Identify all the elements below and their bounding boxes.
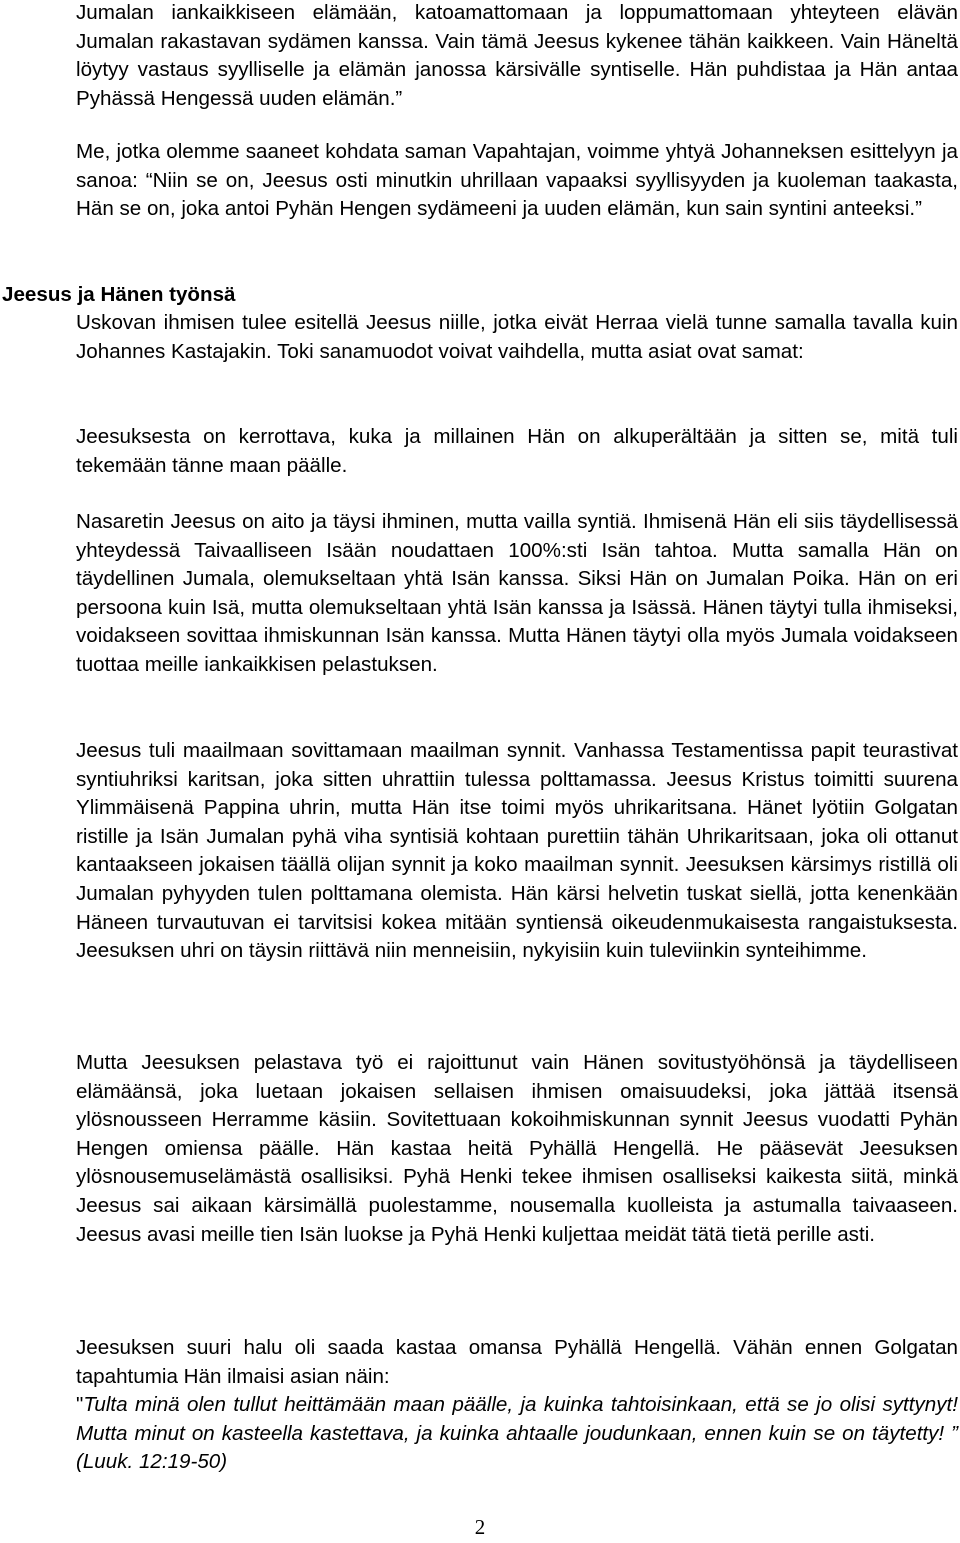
- paragraph-2: Me, jotka olemme saaneet kohdata saman Vapahtajan, voimme yhtyä Johanneksen esittelyyn ja sanoa: “Niin se on, Jeesus osti minutkin uhrillaan vapaaksi syyllisyyden ja kuoleman taakasta, Hän se on, joka antoi Pyhän Hengen sydämeeni ja uuden elämän, kun sain syntini anteeksi.”: [76, 140, 958, 221]
- quote-text: Tulta minä olen tullut heittämään maan päälle, ja kuinka tahtoisinkaan, että se jo olisi syttynyt! Mutta minut on kasteella kastettava, ja kuinka ahtaalle joudunkaan, ennen kuin se on täytetty! ” (Luuk. 12:19-50): [76, 1393, 958, 1474]
- paragraph-4: Jeesuksesta on kerrottava, kuka ja millainen Hän on alkuperältään ja sitten se, mitä tuli tekemään tänne maan päälle.: [76, 425, 958, 477]
- page-number: 2: [474, 1515, 486, 1539]
- paragraph-5: Nasaretin Jeesus on aito ja täysi ihminen, mutta vailla syntiä. Ihmisenä Hän eli siis täydellisessä yhteydessä Taivaalliseen Isään noudattaen 100%:sti Isän tahtoa. Mutta samalla Hän on täydellinen Jumala, olemukseltaan yhtä Isän kanssa. Siksi Hän on Jumalan Poika. Hän on eri persoona kuin Isä, mutta olemukseltaan yhtä Isän kanssa ja Isässä. Hänen täytyi tulla ihmiseksi, voidakseen sovittaa ihmiskunnan Isän kanssa. Mutta Hänen täytyi olla myös Jumala voidakseen tuottaa meille iankaikkisen pelastuksen.: [76, 510, 958, 676]
- quote-mark: ": [76, 1393, 84, 1416]
- section-heading: Jeesus ja Hänen työnsä: [2, 283, 236, 306]
- paragraph-1: Jumalan iankaikkiseen elämään, katoamattomaan ja loppumattomaan yhteyteen elävän Jumalan rakastavan sydämen kanssa. Vain tämä Jeesus kykenee tähän kaikkeen. Vain Häneltä löytyy vastaus syylliselle ja elämän janossa kärsivälle syntiselle. Hän puhdistaa ja Hän antaa Pyhässä Hengessä uuden elämän.”: [76, 1, 958, 110]
- bible-quote: [76, 1391, 958, 1477]
- paragraph-7: Mutta Jeesuksen pelastava työ ei rajoittunut vain Hänen sovitustyöhönsä ja täydelliseen elämäänsä, joka luetaan jokaisen sellaisen ihmisen omaisuudeksi, joka jättää itsensä ylösnousseen Herramme käsiin. Sovitettuaan kokoihmiskunnan synnit Jeesus vuodatti Pyhän Hengen omiensa päälle. Hän kastaa heitä Pyhällä Hengellä. He pääsevät Jeesuksen ylösnousemuselämästä osallisiksi. Pyhä Henki tekee ihmisen osalliseksi kaikesta siitä, minkä Jeesus sai aikaan kärsimällä puolestamme, nousemalla kuolleista ja astumalla taivaaseen. Jeesus avasi meille tien Isän luokse ja Pyhä Henki kuljettaa meidät tätä tietä perille asti.: [76, 1051, 958, 1246]
- paragraph-8: Jeesuksen suuri halu oli saada kastaa omansa Pyhällä Hengellä. Vähän ennen Golgatan tapahtumia Hän ilmaisi asian näin:: [76, 1336, 958, 1388]
- paragraph-3: Uskovan ihmisen tulee esitellä Jeesus niille, jotka eivät Herraa vielä tunne samalla tavalla kuin Johannes Kastajakin. Toki sanamuodot voivat vaihdella, mutta asiat ovat samat:: [76, 311, 958, 363]
- paragraph-6: Jeesus tuli maailmaan sovittamaan maailman synnit. Vanhassa Testamentissa papit teurastivat syntiuhriksi karitsan, joka sitten uhrattiin tulessa polttamassa. Jeesus Kristus toimitti suurena Ylimmäisenä Pappina uhrin, mutta Hän itse toimi myös uhrikaritsana. Hänet lyötiin Golgatan ristille ja Isän Jumalan pyhä viha syntisiä kohtaan purettiin tähän Uhrikaritsaan, joka oli ottanut kantaakseen jokaisen täällä olijan synnit ja koko maailman synnit. Jeesuksen kärsimys ristillä oli Jumalan pyhyyden tulen polttamana olemista. Hän kärsi helvetin tuskat siellä, jotta kenenkään Häneen turvautuvan ei tarvitsisi kokea mitään syntiensä oikeudenmukaisesta rangaistuksesta. Jeesuksen uhri on täysin riittävä niin menneisiin, nykyisiin kuin tuleviinkin synteihimme.: [76, 739, 958, 963]
